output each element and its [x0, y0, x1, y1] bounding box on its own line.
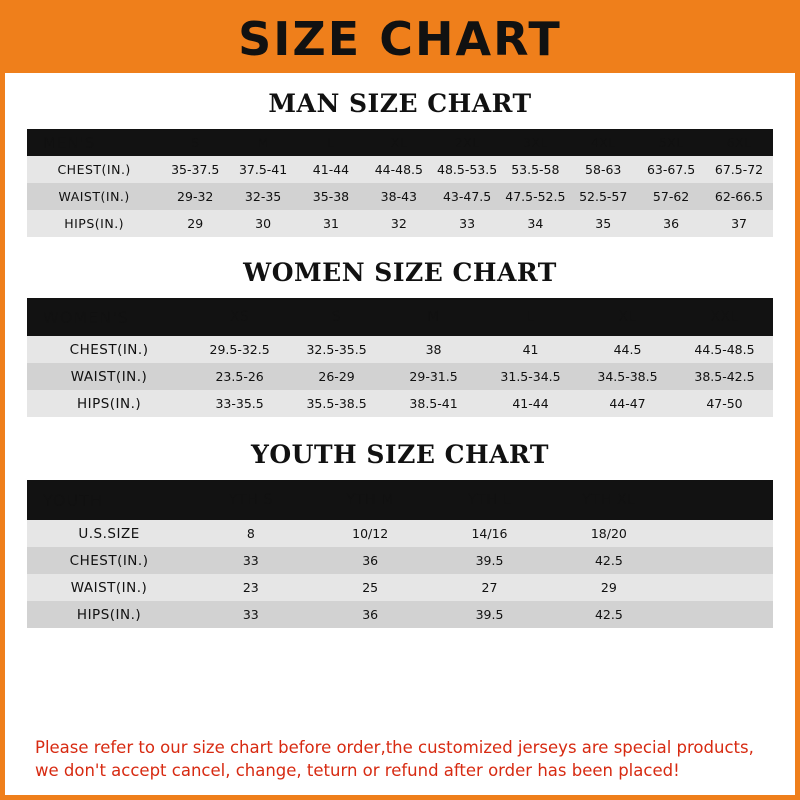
cell: 23.5-26	[191, 363, 288, 390]
cell: 30	[229, 210, 297, 237]
men-table-header	[27, 129, 773, 156]
women-header-m: M	[385, 298, 482, 336]
table-header-row	[27, 480, 773, 520]
women-header-s: S	[288, 298, 385, 336]
row-label: HIPS(IN.)	[27, 210, 161, 237]
row-label: WAIST(IN.)	[27, 574, 191, 601]
youth-table-header	[27, 480, 773, 520]
cell: 32.5-35.5	[288, 336, 385, 363]
women-header-xl: XL	[579, 298, 676, 336]
cell: 47.5-52.5	[501, 183, 569, 210]
men-size-table	[27, 129, 773, 237]
youth-header-yth-m: YTH M	[310, 480, 429, 520]
youth-section-title: YOUTH SIZE CHART	[251, 440, 549, 469]
cell: 39.5	[430, 547, 549, 574]
cell: 29	[161, 210, 229, 237]
youth-header-yth-s: YTH S	[191, 480, 310, 520]
men-header-5xl: 5XL	[637, 129, 705, 156]
cell: 34	[501, 210, 569, 237]
cell: 34.5-38.5	[579, 363, 676, 390]
men-header-3xl: 3XL	[501, 129, 569, 156]
men-header-s: S	[161, 129, 229, 156]
table-row	[27, 156, 773, 183]
cell: 29-31.5	[385, 363, 482, 390]
youth-header-label: YOUTH	[27, 480, 191, 520]
women-table-header	[27, 298, 773, 336]
cell	[669, 601, 773, 628]
table-row	[27, 547, 773, 574]
cell: 38.5-42.5	[676, 363, 773, 390]
cell: 53.5-58	[501, 156, 569, 183]
men-header-xl: XL	[365, 129, 433, 156]
page-banner	[5, 5, 795, 73]
cell: 57-62	[637, 183, 705, 210]
cell: 18/20	[549, 520, 668, 547]
cell	[669, 520, 773, 547]
cell: 38	[385, 336, 482, 363]
cell: 44-48.5	[365, 156, 433, 183]
row-label: WAIST(IN.)	[27, 183, 161, 210]
cell: 43-47.5	[433, 183, 502, 210]
men-header-6xl: 6XL	[705, 129, 773, 156]
men-section-title: MAN SIZE CHART	[268, 89, 532, 118]
cell: 36	[310, 547, 429, 574]
table-row	[27, 574, 773, 601]
men-header-4xl: 4XL	[569, 129, 637, 156]
row-label: CHEST(IN.)	[27, 156, 161, 183]
cell: 29.5-32.5	[191, 336, 288, 363]
cell: 32-35	[229, 183, 297, 210]
cell: 35-37.5	[161, 156, 229, 183]
cell: 27	[430, 574, 549, 601]
cell: 33-35.5	[191, 390, 288, 417]
notice-line-2: we don't accept cancel, change, teturn or refund after order has been placed!	[35, 761, 680, 781]
row-label: CHEST(IN.)	[27, 547, 191, 574]
cell: 47-50	[676, 390, 773, 417]
cell: 36	[637, 210, 705, 237]
cell: 31	[297, 210, 365, 237]
table-header-row	[27, 298, 773, 336]
men-header-label: MEN'S	[27, 129, 161, 156]
cell: 39.5	[430, 601, 549, 628]
youth-table-body	[27, 520, 773, 628]
row-label: HIPS(IN.)	[27, 601, 191, 628]
women-header-xxl: XXL	[676, 298, 773, 336]
men-header-2xl: 2XL	[433, 129, 502, 156]
youth-size-table	[27, 480, 773, 628]
women-header-label: WOMEN'S	[27, 298, 191, 336]
cell: 37.5-41	[229, 156, 297, 183]
cell: 44.5-48.5	[676, 336, 773, 363]
cell: 33	[433, 210, 502, 237]
youth-header-yth-l: YTH L	[430, 480, 549, 520]
cell: 29-32	[161, 183, 229, 210]
cell: 29	[549, 574, 668, 601]
men-header-l: L	[297, 129, 365, 156]
women-size-table	[27, 298, 773, 417]
cell: 58-63	[569, 156, 637, 183]
cell: 62-66.5	[705, 183, 773, 210]
cell: 41-44	[297, 156, 365, 183]
women-table-body	[27, 336, 773, 417]
cell: 33	[191, 601, 310, 628]
table-row	[27, 520, 773, 547]
page-title: SIZE CHART	[238, 12, 562, 66]
cell: 41	[482, 336, 579, 363]
cell: 32	[365, 210, 433, 237]
cell: 42.5	[549, 547, 668, 574]
table-row	[27, 390, 773, 417]
cell: 67.5-72	[705, 156, 773, 183]
row-label: HIPS(IN.)	[27, 390, 191, 417]
cell: 23	[191, 574, 310, 601]
cell: 35	[569, 210, 637, 237]
women-header-l: L	[482, 298, 579, 336]
order-notice	[27, 727, 773, 795]
table-header-row	[27, 129, 773, 156]
cell: 35.5-38.5	[288, 390, 385, 417]
cell: 25	[310, 574, 429, 601]
cell: 41-44	[482, 390, 579, 417]
cell	[669, 547, 773, 574]
cell: 38.5-41	[385, 390, 482, 417]
cell: 42.5	[549, 601, 668, 628]
table-row	[27, 210, 773, 237]
cell: 52.5-57	[569, 183, 637, 210]
youth-header-yth-xl: YTH XL	[549, 480, 668, 520]
cell: 44.5	[579, 336, 676, 363]
cell	[669, 574, 773, 601]
notice-line-1: Please refer to our size chart before order,the customized jerseys are special products,	[35, 738, 754, 758]
cell: 63-67.5	[637, 156, 705, 183]
men-header-m: M	[229, 129, 297, 156]
cell: 44-47	[579, 390, 676, 417]
women-header-xs: XS	[191, 298, 288, 336]
table-row	[27, 363, 773, 390]
cell: 26-29	[288, 363, 385, 390]
cell: 48.5-53.5	[433, 156, 502, 183]
table-row	[27, 336, 773, 363]
cell: 37	[705, 210, 773, 237]
row-label: WAIST(IN.)	[27, 363, 191, 390]
cell: 35-38	[297, 183, 365, 210]
cell: 36	[310, 601, 429, 628]
youth-header-empty	[669, 480, 773, 520]
women-section-title: WOMEN SIZE CHART	[243, 258, 557, 287]
row-label: U.S.SIZE	[27, 520, 191, 547]
cell: 38-43	[365, 183, 433, 210]
cell: 10/12	[310, 520, 429, 547]
cell: 31.5-34.5	[482, 363, 579, 390]
row-label: CHEST(IN.)	[27, 336, 191, 363]
chart-content	[5, 73, 795, 795]
table-row	[27, 183, 773, 210]
men-table-body	[27, 156, 773, 237]
cell: 14/16	[430, 520, 549, 547]
table-row	[27, 601, 773, 628]
cell: 8	[191, 520, 310, 547]
cell: 33	[191, 547, 310, 574]
